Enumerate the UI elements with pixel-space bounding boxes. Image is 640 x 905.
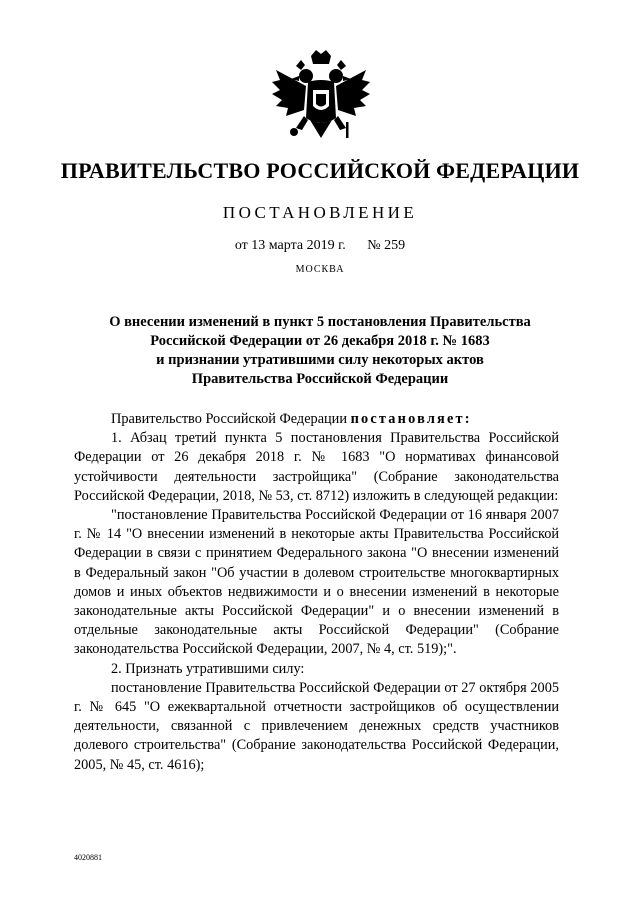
document-body <box>74 410 559 775</box>
coat-of-arms-emblem <box>266 48 376 158</box>
paragraph: 1. Абзац третий пункта 5 постановления Правительства Российской Федерации от 26 декабря 2018 г. № 1683 "О нормативах финансовой устойчивости деятельности застройщика" (Собрание законодательства Российской Федерации, 2018, № 53, ст. 8712) изложить в следующей редакции: <box>74 430 559 504</box>
preamble-verb: постановляет: <box>350 411 472 427</box>
document-subject <box>60 313 580 389</box>
paragraph: 2. Признать утратившими силу: <box>111 660 305 677</box>
document-date-line <box>0 238 640 254</box>
paragraph: постановление Правительства Российской Федерации от 27 октября 2005 г. № 645 "О ежеквартальной отчетности застройщиков об осуществлении деятельности, связанной с привлечением денежных средств участников долевого строительства" (Собрание законодательства Российской Федерации, 2005, № 45, ст. 4616); <box>74 679 559 773</box>
preamble-text: Правительство Российской Федерации <box>111 411 351 427</box>
subject-line: и признании утратившими силу некоторых актов <box>156 352 484 368</box>
document-type: ПОСТАНОВЛЕНИЕ <box>222 203 418 222</box>
subject-line: Российской Федерации от 26 декабря 2018 г. № 1683 <box>150 333 490 349</box>
document-date: от 13 марта 2019 г. <box>234 238 346 253</box>
subject-line: Правительства Российской Федерации <box>191 371 449 387</box>
government-title: ПРАВИТЕЛЬСТВО РОССИЙСКОЙ ФЕДЕРАЦИИ <box>60 158 580 183</box>
document-number: № 259 <box>367 238 406 253</box>
preamble <box>74 410 559 429</box>
footer-code: 4020881 <box>74 853 102 862</box>
paragraph: "постановление Правительства Российской Федерации от 16 января 2007 г. № 14 "О внесении изменений в некоторые акты Правительства Российской Федерации в связи с принятием Федерального закона "О внесении изменений в Федеральный закон "Об участии в долевом строительстве многоквартирных домов и иных объектов недвижимости и о внесении изменений в некоторые законодательные акты Российской Федерации" и о внесении изменений в отдельные законодательные акты Российской Федерации" (Собрание законодательства Российской Федерации, 2007, № 4, ст. 519);". <box>74 507 559 658</box>
subject-line: О внесении изменений в пункт 5 постановления Правительства <box>109 314 531 330</box>
document-city: МОСКВА <box>295 264 345 275</box>
